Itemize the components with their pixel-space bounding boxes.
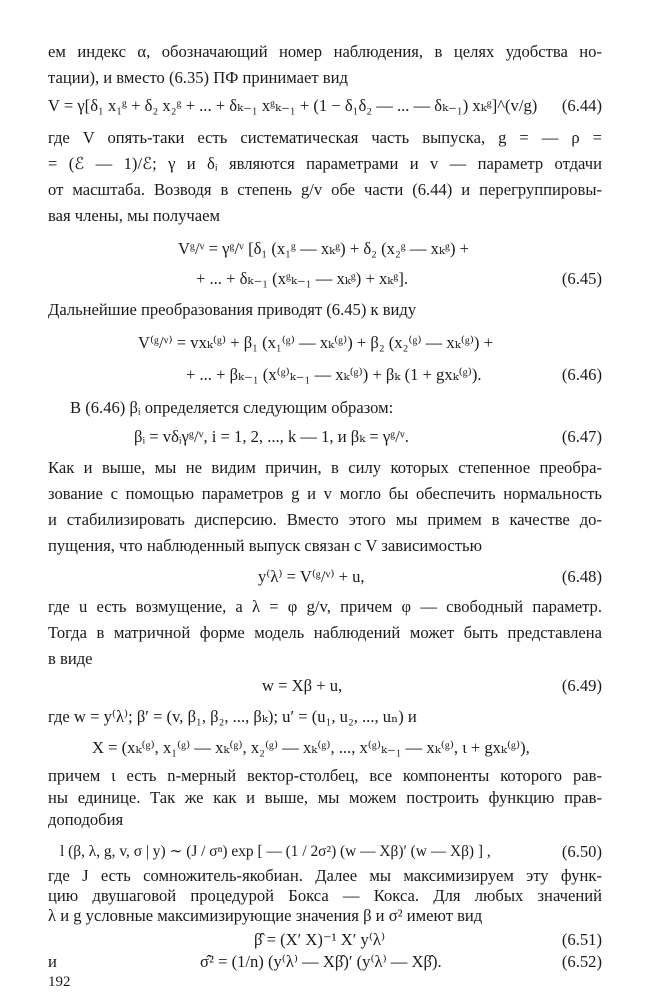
equation-6-51: β̂ = (X′ X)⁻¹ X′ y⁽λ⁾ bbox=[254, 930, 386, 949]
text-line: В (6.46) βᵢ определяется следующим образом: bbox=[70, 398, 394, 417]
text-line: в виде bbox=[48, 649, 93, 668]
equation-6-44: V = γ[δ₁ x₁ᵍ + δ₂ x₂ᵍ + ... + δₖ₋₁ xᵍₖ₋₁ + (1 − δ₁δ₂ — ... — δₖ₋₁) xₖᵍ]^(v/g) bbox=[48, 96, 538, 115]
equation-6-46-line1: V⁽ᵍ/ᵛ⁾ = vxₖ⁽ᵍ⁾ + β₁ (x₁⁽ᵍ⁾ — xₖ⁽ᵍ⁾) + β₂ (x₂⁽ᵍ⁾ — xₖ⁽ᵍ⁾) + bbox=[138, 333, 493, 352]
text-line: доподобия bbox=[48, 810, 124, 829]
text-line: где J есть сомножитель-якобиан. Далее мы максимизируем эту функ- bbox=[48, 866, 602, 885]
text-line: где u есть возмущение, а λ = φ g/v, причем φ — свободный параметр. bbox=[48, 597, 602, 616]
equation-6-45-line2: + ... + δₖ₋₁ (xᵍₖ₋₁ — xₖᵍ) + xₖᵍ]. bbox=[196, 269, 409, 288]
text-line: Дальнейшие преобразования приводят (6.45) к виду bbox=[48, 300, 417, 319]
text-line: пущения, что наблюденный выпуск связан с V зависимостью bbox=[48, 536, 483, 555]
text-line: цию двушаговой процедурой Бокса — Кокса. Для любых значений bbox=[48, 886, 602, 905]
equation-number: (6.50) bbox=[561, 842, 602, 861]
equation-number: (6.44) bbox=[561, 96, 602, 115]
page-number: 192 bbox=[48, 974, 71, 990]
text-line: ем индекс α, обозначающий номер наблюдения, в целях удобства но- bbox=[48, 42, 602, 61]
equation-6-46-line2: + ... + βₖ₋₁ (x⁽ᵍ⁾ₖ₋₁ — xₖ⁽ᵍ⁾) + βₖ (1 + gxₖ⁽ᵍ⁾). bbox=[186, 365, 482, 384]
equation-6-50: l (β, λ, g, v, σ | y) ∼ (J / σⁿ) exp [ — (1 / 2σ²) (w — Xβ)′ (w — Xβ) ] , bbox=[60, 843, 491, 860]
text-line: где w = y⁽λ⁾; β′ = (v, β₁, β₂, ..., βₖ); u′ = (u₁, u₂, ..., uₙ) и bbox=[48, 707, 417, 726]
equation-number: (6.48) bbox=[561, 567, 602, 586]
text-line: вая члены, мы получаем bbox=[48, 206, 220, 225]
text-line: от масштаба. Возводя в степень g/v обе части (6.44) и перегруппировы- bbox=[48, 180, 602, 199]
equation-6-52: σ̂² = (1/n) (y⁽λ⁾ — Xβ̂)′ (y⁽λ⁾ — Xβ̂). bbox=[200, 952, 442, 971]
equation-6-48: y⁽λ⁾ = V⁽ᵍ/ᵛ⁾ + u, bbox=[258, 567, 365, 586]
text-line: зование с помощью параметров g и v могло бы обеспечить нормальность bbox=[48, 484, 602, 503]
equation-number: (6.52) bbox=[561, 952, 602, 971]
equation-6-45-line1: Vᵍ/ᵛ = γᵍ/ᵛ [δ₁ (x₁ᵍ — xₖᵍ) + δ₂ (x₂ᵍ — xₖᵍ) + bbox=[178, 239, 469, 258]
text-line: и bbox=[48, 952, 57, 971]
text-line: тации), и вместо (6.35) ПФ принимает вид bbox=[48, 68, 348, 87]
equation-number: (6.46) bbox=[561, 365, 602, 384]
text-line: причем ι есть n-мерный вектор-столбец, все компоненты которого рав- bbox=[48, 766, 602, 785]
text-line: Как и выше, мы не видим причин, в силу которых степенное преобра- bbox=[48, 458, 602, 477]
equation-number: (6.45) bbox=[561, 269, 602, 288]
text-line: и стабилизировать дисперсию. Вместо этого мы примем в качестве до- bbox=[48, 510, 602, 529]
text-line: λ и g условные максимизирующие значения β и σ² имеют вид bbox=[48, 906, 483, 925]
text-line: ны единице. Так же как и выше, мы можем построить функцию прав- bbox=[48, 788, 602, 807]
equation-6-49: w = Xβ + u, bbox=[262, 676, 343, 695]
equation-number: (6.49) bbox=[561, 676, 602, 695]
equation-number: (6.47) bbox=[561, 427, 602, 446]
text-line: где V опять-таки есть систематическая часть выпуска, g = — ρ = bbox=[48, 128, 602, 147]
equation-6-47: βᵢ = vδᵢγᵍ/ᵛ, i = 1, 2, ..., k — 1, и βₖ = γᵍ/ᵛ. bbox=[134, 427, 409, 446]
text-line: = (ℰ — 1)/ℰ; γ и δᵢ являются параметрами и v — параметр отдачи bbox=[48, 154, 602, 173]
equation-number: (6.51) bbox=[561, 930, 602, 949]
text-line: Тогда в матричной форме модель наблюдений может быть представлена bbox=[48, 623, 602, 642]
equation-x-matrix: X = (xₖ⁽ᵍ⁾, x₁⁽ᵍ⁾ — xₖ⁽ᵍ⁾, x₂⁽ᵍ⁾ — xₖ⁽ᵍ⁾, ..., x⁽ᵍ⁾ₖ₋₁ — xₖ⁽ᵍ⁾, ι + gxₖ⁽ᵍ⁾), bbox=[92, 738, 530, 757]
